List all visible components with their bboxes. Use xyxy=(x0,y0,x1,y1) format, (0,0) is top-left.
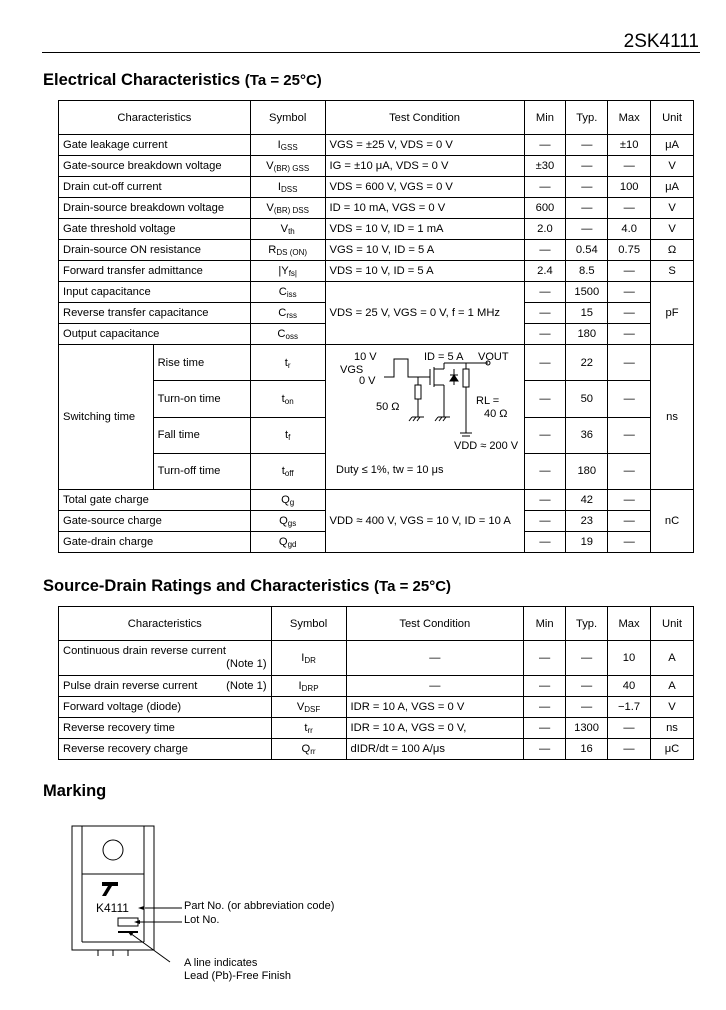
row-typ: 180 xyxy=(566,453,608,489)
row-min: — xyxy=(524,739,566,760)
row-condition: ID = 10 mA, VGS = 0 V xyxy=(325,198,524,219)
row-typ: — xyxy=(566,697,608,718)
col-characteristics: Characteristics xyxy=(59,607,272,641)
row-typ: — xyxy=(566,135,608,156)
electrical-header-row xyxy=(59,101,694,135)
row-max: — xyxy=(608,324,651,345)
table-row xyxy=(59,739,694,760)
electrical-title-text: Electrical Characteristics xyxy=(43,71,241,89)
row-symbol: $R_{DS (ON)}$ xyxy=(250,240,325,261)
circuit-rg: 50 Ω xyxy=(375,401,400,413)
row-name: Gate-source breakdown voltage xyxy=(59,156,251,177)
row-symbol: $C_{oss}$ xyxy=(250,324,325,345)
table-row xyxy=(59,177,694,198)
row-min: — xyxy=(524,532,566,553)
row-symbol: $V_{th}$ xyxy=(250,219,325,240)
switching-unit: ns xyxy=(651,345,694,490)
row-name: Gate leakage current xyxy=(59,135,251,156)
row-name: Forward voltage (diode) xyxy=(59,697,272,718)
row-max: — xyxy=(608,198,651,219)
row-unit: μC xyxy=(651,739,694,760)
row-max: 40 xyxy=(608,676,651,697)
col-characteristics: Characteristics xyxy=(59,101,251,135)
gate-charge-unit: nC xyxy=(651,490,694,553)
electrical-table xyxy=(58,100,694,553)
row-symbol: $C_{iss}$ xyxy=(250,282,325,303)
row-max: −1.7 xyxy=(608,697,651,718)
row-max: — xyxy=(608,261,651,282)
row-max: 10 xyxy=(608,641,651,676)
source-drain-table xyxy=(58,606,694,760)
row-min: 600 xyxy=(524,198,566,219)
header-rule xyxy=(42,52,700,53)
row-min: — xyxy=(524,453,566,489)
row-unit: V xyxy=(651,198,694,219)
row-symbol: $V_{(BR) DSS}$ xyxy=(250,198,325,219)
circuit-id: ID = 5 A xyxy=(423,351,463,363)
row-name xyxy=(59,676,272,697)
row-min: — xyxy=(524,417,566,453)
lot-number-label: Lot No. xyxy=(184,914,220,926)
table-row xyxy=(59,198,694,219)
row-min: — xyxy=(524,641,566,676)
lead-free-label-1: A line indicates xyxy=(184,957,258,969)
table-row xyxy=(59,641,694,676)
row-typ: 1300 xyxy=(566,718,608,739)
row-min: — xyxy=(524,697,566,718)
col-test-condition: Test Condition xyxy=(346,607,524,641)
row-max: — xyxy=(608,453,651,489)
row-condition: VGS = 10 V, ID = 5 A xyxy=(325,240,524,261)
electrical-title xyxy=(43,71,322,90)
row-typ: 22 xyxy=(566,345,608,381)
row-symbol: $I_{DR}$ xyxy=(271,641,346,676)
row-name: Turn-off time xyxy=(153,453,250,489)
row-min: — xyxy=(524,381,566,417)
row-name: Reverse transfer capacitance xyxy=(59,303,251,324)
row-max: — xyxy=(608,282,651,303)
table-row xyxy=(59,156,694,177)
row-name: Forward transfer admittance xyxy=(59,261,251,282)
row-note: (Note 1) xyxy=(226,658,267,670)
col-typ: Typ. xyxy=(566,101,608,135)
lead-free-label-2: Lead (Pb)-Free Finish xyxy=(184,970,291,982)
marking-title: Marking xyxy=(43,782,107,800)
circuit-vdd: VDD ≈ 200 V xyxy=(453,440,518,452)
row-condition: IDR = 10 A, VGS = 0 V xyxy=(346,697,524,718)
row-typ: 42 xyxy=(566,490,608,511)
row-typ: 36 xyxy=(566,417,608,453)
row-typ: — xyxy=(566,641,608,676)
col-unit: Unit xyxy=(651,607,694,641)
row-unit: S xyxy=(651,261,694,282)
row-max: — xyxy=(608,345,651,381)
row-unit: A xyxy=(651,641,694,676)
table-row xyxy=(59,345,694,381)
source-drain-header-row xyxy=(59,607,694,641)
circuit-vg-low: 0 V xyxy=(358,375,376,387)
row-name: Gate-source charge xyxy=(59,511,251,532)
col-symbol: Symbol xyxy=(271,607,346,641)
row-max: 0.75 xyxy=(608,240,651,261)
row-name: Gate threshold voltage xyxy=(59,219,251,240)
row-symbol: $|Y_{fs|}$ xyxy=(250,261,325,282)
row-max: 100 xyxy=(608,177,651,198)
row-condition: dIDR/dt = 100 A/μs xyxy=(346,739,524,760)
circuit-duty: Duty ≤ 1%, tw = 10 μs xyxy=(335,464,443,476)
row-typ: — xyxy=(566,156,608,177)
circuit-rl: RL = xyxy=(475,395,499,407)
row-max: — xyxy=(608,739,651,760)
source-drain-title xyxy=(43,577,451,596)
row-max: — xyxy=(608,381,651,417)
marking-part-code: K4111 xyxy=(96,901,129,915)
row-symbol: $V_{DSF}$ xyxy=(271,697,346,718)
row-symbol: $Q_{gs}$ xyxy=(250,511,325,532)
row-typ: 16 xyxy=(566,739,608,760)
row-max: — xyxy=(608,532,651,553)
table-row xyxy=(59,219,694,240)
table-row xyxy=(59,718,694,739)
row-condition: — xyxy=(346,676,524,697)
row-typ: — xyxy=(566,676,608,697)
row-typ: 1500 xyxy=(566,282,608,303)
row-name: Output capacitance xyxy=(59,324,251,345)
capacitance-unit: pF xyxy=(651,282,694,345)
circuit-vgs: VGS xyxy=(339,364,363,376)
col-symbol: Symbol xyxy=(250,101,325,135)
row-typ: — xyxy=(566,198,608,219)
row-name: Drain-source breakdown voltage xyxy=(59,198,251,219)
row-unit: ns xyxy=(651,718,694,739)
part-number-label: Part No. (or abbreviation code) xyxy=(184,900,335,912)
row-min: — xyxy=(524,676,566,697)
toshiba-logo-icon xyxy=(102,882,118,896)
row-min: — xyxy=(524,240,566,261)
row-condition: VGS = ±25 V, VDS = 0 V xyxy=(325,135,524,156)
row-typ: — xyxy=(566,177,608,198)
row-condition: IDR = 10 A, VGS = 0 V, xyxy=(346,718,524,739)
row-min: — xyxy=(524,282,566,303)
row-symbol: $C_{rss}$ xyxy=(250,303,325,324)
col-min: Min xyxy=(524,607,566,641)
row-min: — xyxy=(524,135,566,156)
row-max: — xyxy=(608,417,651,453)
row-symbol: $Q_{gd}$ xyxy=(250,532,325,553)
row-min: — xyxy=(524,345,566,381)
row-min: ±30 xyxy=(524,156,566,177)
row-unit: Ω xyxy=(651,240,694,261)
row-symbol: $t_r$ xyxy=(250,345,325,381)
row-min: 2.0 xyxy=(524,219,566,240)
row-name xyxy=(59,641,272,676)
row-condition: IG = ±10 μA, VDS = 0 V xyxy=(325,156,524,177)
capacitance-condition: VDS = 25 V, VGS = 0 V, f = 1 MHz xyxy=(325,282,524,345)
table-row xyxy=(59,282,694,303)
row-symbol: $Q_{rr}$ xyxy=(271,739,346,760)
mounting-hole xyxy=(103,840,123,860)
row-name: Total gate charge xyxy=(59,490,251,511)
row-name: Gate-drain charge xyxy=(59,532,251,553)
table-row xyxy=(59,240,694,261)
row-typ: 50 xyxy=(566,381,608,417)
row-min: 2.4 xyxy=(524,261,566,282)
row-symbol: $t_{on}$ xyxy=(250,381,325,417)
source-drain-title-condition: (Ta = 25°C) xyxy=(374,578,452,595)
row-max: — xyxy=(608,156,651,177)
row-name: Drain-source ON resistance xyxy=(59,240,251,261)
circuit-vout: VOUT xyxy=(477,351,509,363)
table-row xyxy=(59,135,694,156)
row-typ: — xyxy=(566,219,608,240)
row-typ: 15 xyxy=(566,303,608,324)
row-typ: 23 xyxy=(566,511,608,532)
row-symbol: $I_{DRP}$ xyxy=(271,676,346,697)
row-name: Drain cut-off current xyxy=(59,177,251,198)
electrical-title-condition: (Ta = 25°C) xyxy=(244,72,322,89)
gate-charge-condition: VDD ≈ 400 V, VGS = 10 V, ID = 10 A xyxy=(325,490,524,553)
col-max: Max xyxy=(608,101,651,135)
col-min: Min xyxy=(524,101,566,135)
row-condition: VDS = 600 V, VGS = 0 V xyxy=(325,177,524,198)
row-name: Reverse recovery time xyxy=(59,718,272,739)
row-unit: V xyxy=(651,697,694,718)
source-drain-title-text: Source-Drain Ratings and Characteristics xyxy=(43,577,370,595)
row-typ: 8.5 xyxy=(566,261,608,282)
row-unit: μA xyxy=(651,135,694,156)
row-unit: V xyxy=(651,219,694,240)
row-symbol: $t_f$ xyxy=(250,417,325,453)
table-row xyxy=(59,490,694,511)
row-condition: VDS = 10 V, ID = 5 A xyxy=(325,261,524,282)
col-max: Max xyxy=(608,607,651,641)
row-unit: A xyxy=(651,676,694,697)
row-typ: 0.54 xyxy=(566,240,608,261)
row-min: — xyxy=(524,177,566,198)
row-symbol: $V_{(BR) GSS}$ xyxy=(250,156,325,177)
part-number: 2SK4111 xyxy=(623,31,699,52)
row-symbol: $t_{rr}$ xyxy=(271,718,346,739)
col-test-condition: Test Condition xyxy=(325,101,524,135)
row-symbol: $Q_g$ xyxy=(250,490,325,511)
row-max: — xyxy=(608,511,651,532)
row-min: — xyxy=(524,303,566,324)
row-note: (Note 1) xyxy=(226,680,267,692)
circuit-rl-value: 40 Ω xyxy=(483,408,508,420)
row-min: — xyxy=(524,718,566,739)
col-typ: Typ. xyxy=(566,607,608,641)
row-unit: μA xyxy=(651,177,694,198)
row-min: — xyxy=(524,324,566,345)
row-min: — xyxy=(524,490,566,511)
row-name: Turn-on time xyxy=(153,381,250,417)
row-name: Input capacitance xyxy=(59,282,251,303)
row-max: — xyxy=(608,303,651,324)
switching-time-label: Switching time xyxy=(59,345,154,490)
col-unit: Unit xyxy=(651,101,694,135)
circuit-vg-high: 10 V xyxy=(353,351,377,363)
row-min: — xyxy=(524,511,566,532)
row-name-text: Pulse drain reverse current xyxy=(63,680,198,692)
row-max: ±10 xyxy=(608,135,651,156)
row-name: Rise time xyxy=(153,345,250,381)
switching-circuit xyxy=(325,345,524,490)
row-name: Fall time xyxy=(153,417,250,453)
row-name: Reverse recovery charge xyxy=(59,739,272,760)
row-condition: VDS = 10 V, ID = 1 mA xyxy=(325,219,524,240)
table-row xyxy=(59,261,694,282)
row-name-text: Continuous drain reverse current xyxy=(63,645,226,657)
switching-circuit-diagram xyxy=(326,345,524,489)
row-symbol: $I_{DSS}$ xyxy=(250,177,325,198)
row-typ: 180 xyxy=(566,324,608,345)
table-row xyxy=(59,676,694,697)
row-unit: V xyxy=(651,156,694,177)
row-symbol: $t_{off}$ xyxy=(250,453,325,489)
table-row xyxy=(59,697,694,718)
row-typ: 19 xyxy=(566,532,608,553)
row-max: 4.0 xyxy=(608,219,651,240)
row-max: — xyxy=(608,718,651,739)
row-max: — xyxy=(608,490,651,511)
package-outline xyxy=(72,826,154,950)
row-condition: — xyxy=(346,641,524,676)
row-symbol: $I_{GSS}$ xyxy=(250,135,325,156)
